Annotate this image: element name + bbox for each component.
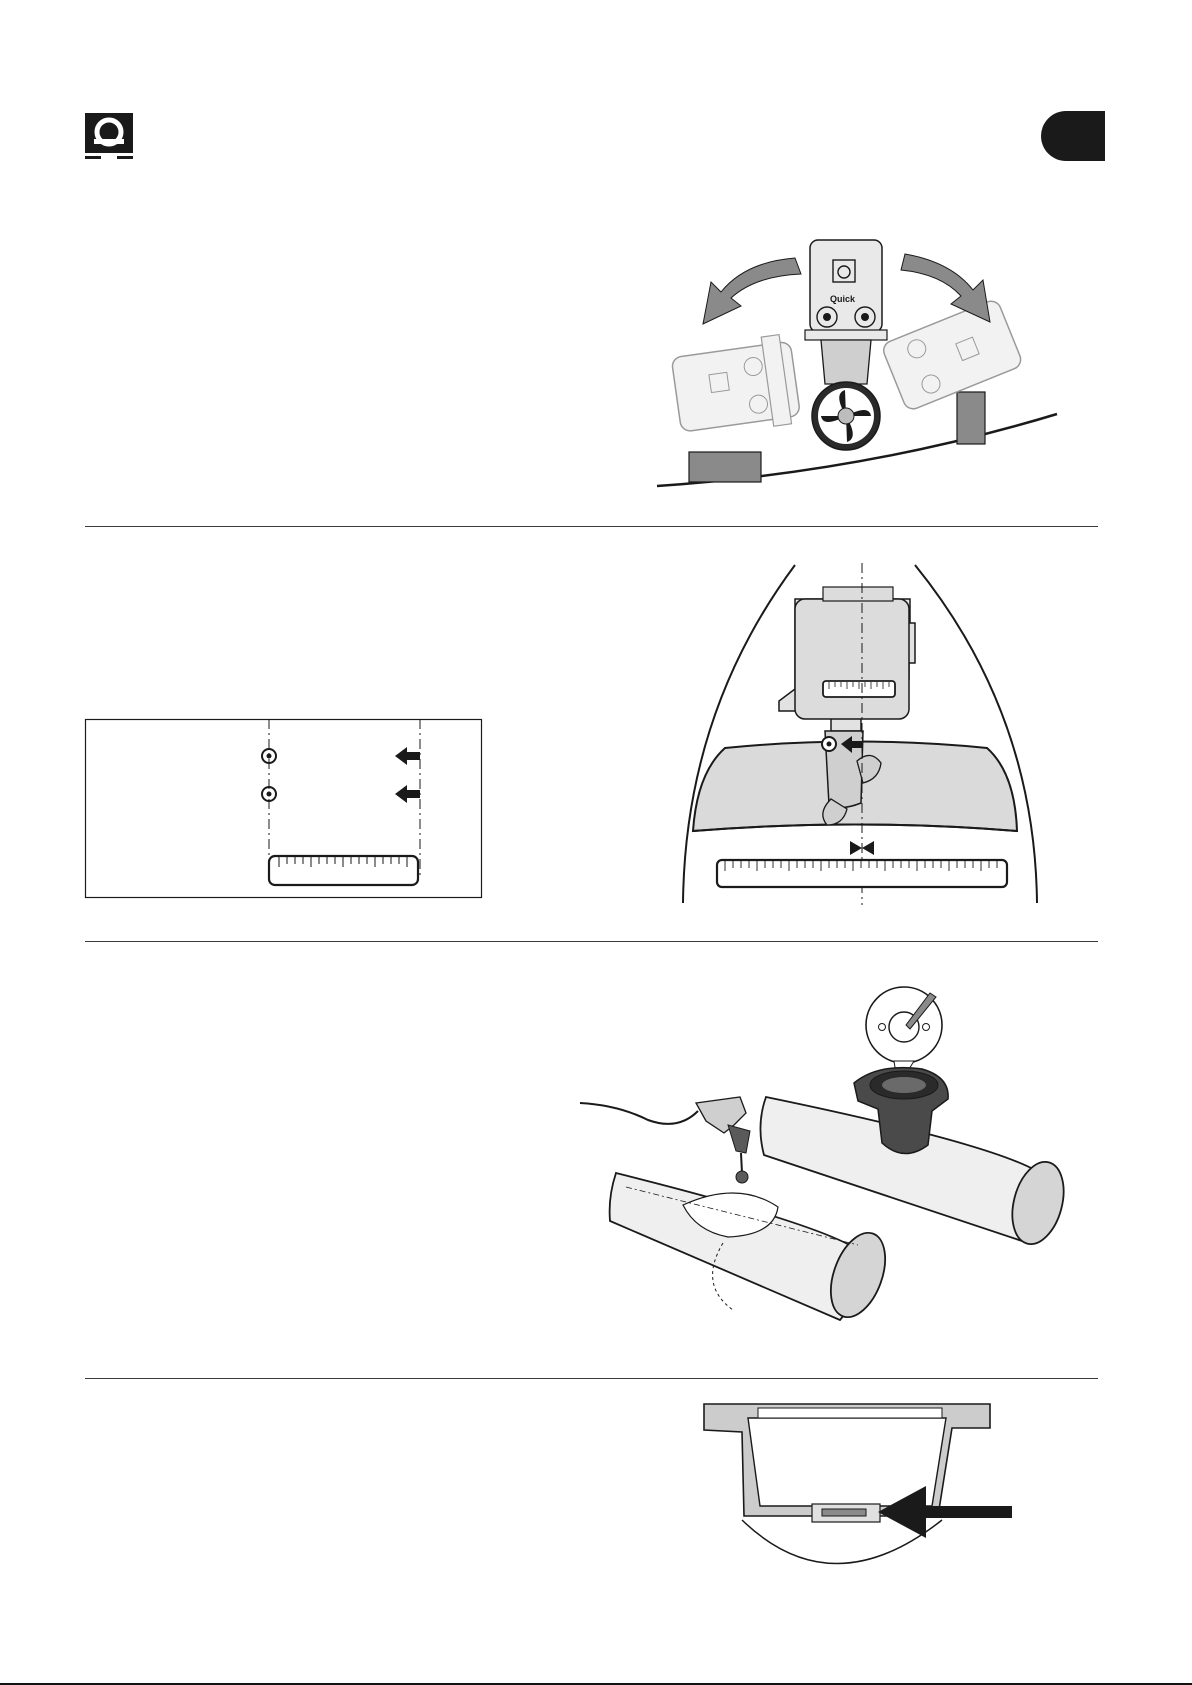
- right-support-block: [957, 392, 985, 444]
- section-divider-3: [85, 1378, 1098, 1379]
- marking-detail-inset: [85, 719, 483, 899]
- language-tab: [1041, 111, 1105, 161]
- ruler-long: [717, 860, 1007, 887]
- rotate-right-arrow: [901, 254, 990, 322]
- tube-drilling-figure: [578, 985, 1068, 1315]
- section-divider-1: [85, 526, 1098, 527]
- left-support-block: [689, 452, 761, 482]
- rotate-left-arrow: [703, 258, 801, 324]
- thruster-rotation-figure: [655, 232, 1075, 494]
- quick-logo-icon: [85, 113, 133, 161]
- flange-section-figure: [702, 1402, 1012, 1572]
- section-divider-2: [85, 941, 1098, 942]
- hull-centerline-figure: [675, 563, 1045, 905]
- ruler-small: [269, 856, 418, 885]
- thruster-brand-text: Quick: [830, 294, 856, 304]
